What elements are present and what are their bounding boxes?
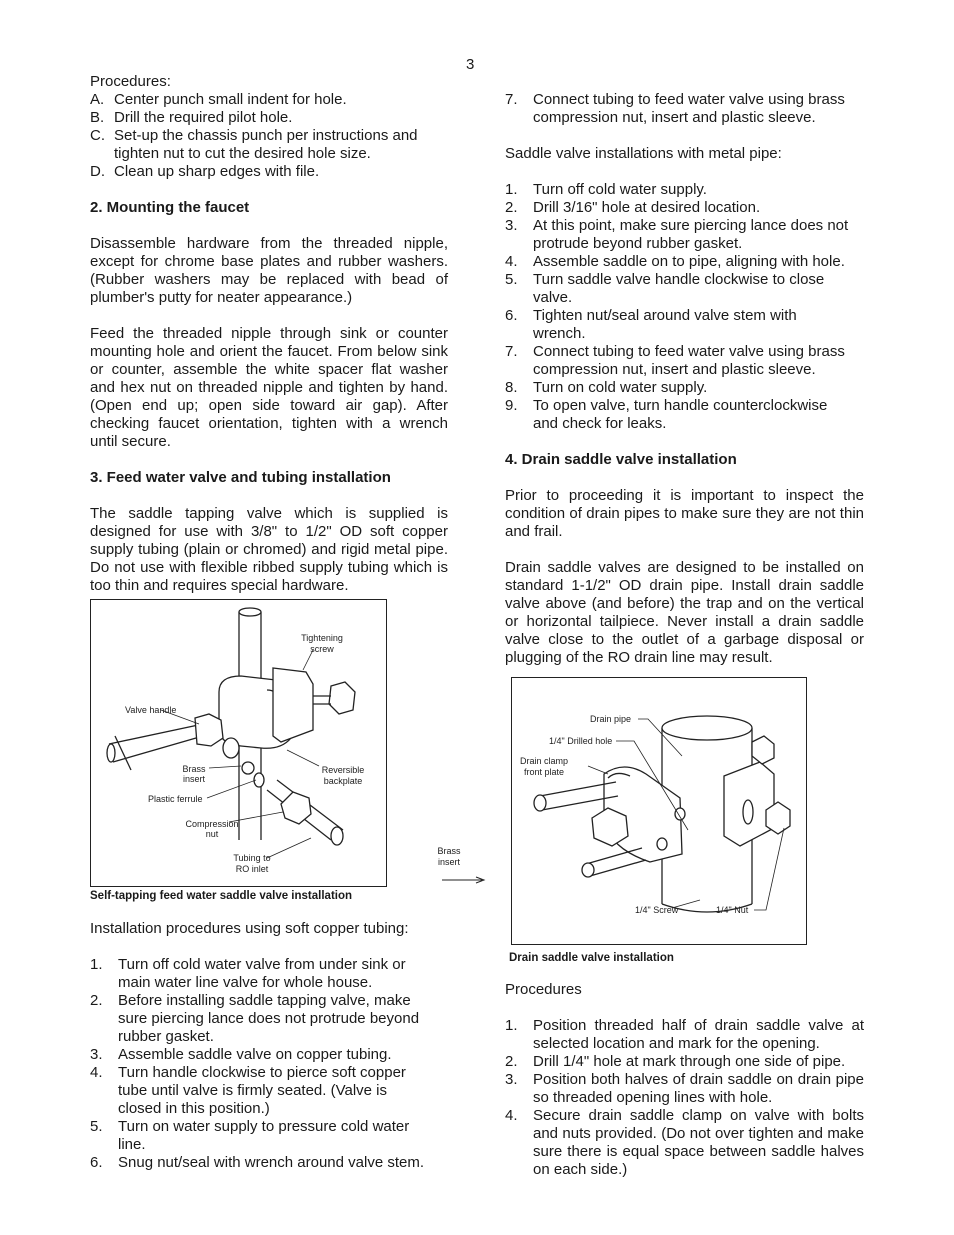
saddle-valve-diagram xyxy=(91,600,386,886)
item-text: Connect tubing to feed water valve using brass compression nut, insert and plastic sleeve. xyxy=(533,343,845,378)
label-valve-handle: Valve handle xyxy=(125,705,177,715)
paragraph: Disassemble hardware from the threaded nipple, except for chrome base plates and rubber washers. (Rubber washers may be replaced with bead of plumber's putty for neater appearance.) xyxy=(90,235,448,306)
item-text: Assemble saddle valve on copper tubing. xyxy=(118,1046,392,1063)
floating-label-line: insert xyxy=(437,857,460,867)
item-text: Clean up sharp edges with file. xyxy=(114,163,320,180)
figure-caption: Self-tapping feed water saddle valve installation xyxy=(90,890,353,902)
item-text: Assemble saddle on to pipe, aligning with hole. xyxy=(533,253,845,270)
item-number: 5. xyxy=(90,1118,103,1135)
label-reversible-backplate: backplate xyxy=(323,776,363,786)
item-text: Set-up the chassis punch per instructions and tighten nut to cut the desired hole size. xyxy=(114,127,418,162)
label-drain-clamp: Drain clamp xyxy=(519,756,569,766)
list-item xyxy=(90,91,448,109)
item-number: 2. xyxy=(505,1053,518,1070)
item-number: 4. xyxy=(505,253,518,270)
label-tubing-ro-inlet: RO inlet xyxy=(235,864,269,874)
list-item xyxy=(90,992,448,1046)
item-number: 7. xyxy=(505,343,518,360)
item-letter: B. xyxy=(90,109,105,126)
item-text: Turn on water supply to pressure cold water line. xyxy=(118,1118,410,1153)
list-item xyxy=(505,199,864,217)
metal-heading: Saddle valve installations with metal pipe: xyxy=(505,145,782,162)
drain-procedures xyxy=(505,981,864,1179)
procedures-heading: Procedures: xyxy=(90,73,171,90)
floating-label-line: Brass xyxy=(437,846,461,856)
list-item xyxy=(505,217,864,253)
item-text: Tighten nut/seal around valve stem with wrench. xyxy=(533,307,797,342)
item-number: 7. xyxy=(505,91,518,108)
label-tightening-screw: screw xyxy=(310,644,334,654)
list-item xyxy=(505,1017,864,1053)
item-text: To open valve, turn handle counterclockwise and check for leaks. xyxy=(533,397,828,432)
right-column xyxy=(505,91,864,667)
paragraph: The saddle tapping valve which is supplied is designed for use with 3/8" to 1/2" OD soft copper supply tubing (plain or chromed) and rigid metal pipe. Do not use with flexible ribbed supply tubing which is too thin and requires special hardware. xyxy=(90,505,448,594)
arrow-right-icon xyxy=(440,874,486,886)
list-item xyxy=(90,1064,448,1118)
item-text: Drill the required pilot hole. xyxy=(114,109,293,126)
paragraph: Feed the threaded nipple through sink or counter mounting hole and orient the faucet. From below sink or counter, assemble the white spacer flat washer and hex nut on threaded nipple and tighten by hand. (Open end up; open side toward air gap). After checking faucet orientation, tighten with a wrench until secure. xyxy=(90,325,448,450)
drain-saddle-diagram xyxy=(512,678,806,944)
item-text: Secure drain saddle clamp on valve with bolts and nuts provided. (Do not over tighten and make sure there is equal space between saddle halves on each side.) xyxy=(533,1107,864,1178)
label-screw: 1/4" Screw xyxy=(635,905,679,915)
item-text: Position threaded half of drain saddle valve at selected location and mark for the opening. xyxy=(533,1017,864,1052)
item-number: 2. xyxy=(505,199,518,216)
label-reversible-backplate: Reversible xyxy=(321,765,365,775)
item-number: 6. xyxy=(505,307,518,324)
item-number: 3. xyxy=(505,217,518,234)
item-number: 1. xyxy=(505,181,518,198)
label-nut: 1/4" Nut xyxy=(716,905,749,915)
item-text: Connect tubing to feed water valve using brass compression nut, insert and plastic sleeve. xyxy=(533,91,845,126)
label-brass-insert: insert xyxy=(182,774,206,784)
item-text: Before installing saddle tapping valve, make sure piercing lance does not protrude beyond rubber gasket. xyxy=(118,992,420,1045)
list-item xyxy=(90,1046,448,1064)
label-compression-nut: nut xyxy=(205,829,219,839)
page-number: 3 xyxy=(466,56,475,73)
item-text: Drill 1/4" hole at mark through one side of pipe. xyxy=(533,1053,846,1070)
item-text: Turn handle clockwise to pierce soft copper tube until valve is firmly seated. (Valve is closed in this position.) xyxy=(118,1064,406,1117)
item-text: Turn off cold water supply. xyxy=(533,181,707,198)
list-item xyxy=(505,397,864,433)
item-text: Turn saddle valve handle clockwise to close valve. xyxy=(533,271,825,306)
list-item xyxy=(90,163,448,181)
label-tightening-screw: Tightening xyxy=(301,633,343,643)
section-heading: 4. Drain saddle valve installation xyxy=(505,451,737,468)
list-item xyxy=(90,1154,448,1172)
list-item xyxy=(505,271,864,307)
item-number: 8. xyxy=(505,379,518,396)
list-item xyxy=(505,253,864,271)
item-number: 5. xyxy=(505,271,518,288)
left-column xyxy=(90,73,448,595)
list-item xyxy=(505,91,864,127)
paragraph: Prior to proceeding it is important to inspect the condition of drain pipes to make sure they are not thin and frail. xyxy=(505,487,864,540)
list-item xyxy=(90,1118,448,1154)
item-text: Drill 3/16" hole at desired location. xyxy=(533,199,761,216)
item-number: 4. xyxy=(505,1107,518,1124)
list-item xyxy=(90,109,448,127)
list-item xyxy=(505,307,864,343)
item-text: Turn on cold water supply. xyxy=(533,379,708,396)
item-number: 6. xyxy=(90,1154,103,1171)
list-item xyxy=(90,127,448,163)
section-heading: 2. Mounting the faucet xyxy=(90,199,250,216)
procedures-heading: Procedures xyxy=(505,981,582,998)
list-item xyxy=(505,1071,864,1107)
list-item xyxy=(505,181,864,199)
item-text: Position both halves of drain saddle on drain pipe so threaded opening lines with hole. xyxy=(533,1071,864,1106)
list-item xyxy=(505,343,864,379)
list-item xyxy=(505,1053,864,1071)
label-drain-clamp: front plate xyxy=(523,767,565,777)
copper-heading: Installation procedures using soft copper tubing: xyxy=(90,920,409,937)
figure-caption: Drain saddle valve installation xyxy=(509,952,674,964)
floating-label-brass-insert xyxy=(432,846,466,868)
section-heading: 3. Feed water valve and tubing installation xyxy=(90,469,391,486)
item-text: At this point, make sure piercing lance does not protrude beyond rubber gasket. xyxy=(533,217,849,252)
label-tubing-ro-inlet: Tubing to xyxy=(233,853,271,863)
list-item xyxy=(505,1107,864,1179)
label-brass-insert: Brass xyxy=(182,764,206,774)
label-drain-pipe: Drain pipe xyxy=(590,714,632,724)
item-letter: A. xyxy=(90,91,105,108)
label-plastic-ferrule: Plastic ferrule xyxy=(148,794,203,804)
item-number: 9. xyxy=(505,397,518,414)
label-compression-nut: Compression xyxy=(185,819,239,829)
label-drilled-hole: 1/4" Drilled hole xyxy=(549,736,613,746)
figure-saddle-valve xyxy=(90,599,387,887)
item-text: Center punch small indent for hole. xyxy=(114,91,347,108)
paragraph: Drain saddle valves are designed to be installed on standard 1-1/2" OD drain pipe. Install drain saddle valve above (and before) the trap and on the vertical or horizontal tailpiece. Never install a drain saddle valve close to the outlet of a garbage disposal or plugging of the RO drain line may result. xyxy=(505,559,864,666)
list-item xyxy=(505,379,864,397)
item-number: 2. xyxy=(90,992,103,1009)
item-number: 1. xyxy=(505,1017,518,1034)
item-text: Snug nut/seal with wrench around valve stem. xyxy=(118,1154,424,1171)
item-number: 1. xyxy=(90,956,103,973)
item-letter: C. xyxy=(90,127,105,144)
item-text: Turn off cold water valve from under sink or main water line valve for whole house. xyxy=(118,956,406,991)
list-item xyxy=(90,956,448,992)
figure-drain-saddle xyxy=(511,677,807,945)
item-number: 3. xyxy=(90,1046,103,1063)
copper-steps xyxy=(90,920,448,1172)
item-number: 3. xyxy=(505,1071,518,1088)
item-letter: D. xyxy=(90,163,105,180)
item-number: 4. xyxy=(90,1064,103,1081)
